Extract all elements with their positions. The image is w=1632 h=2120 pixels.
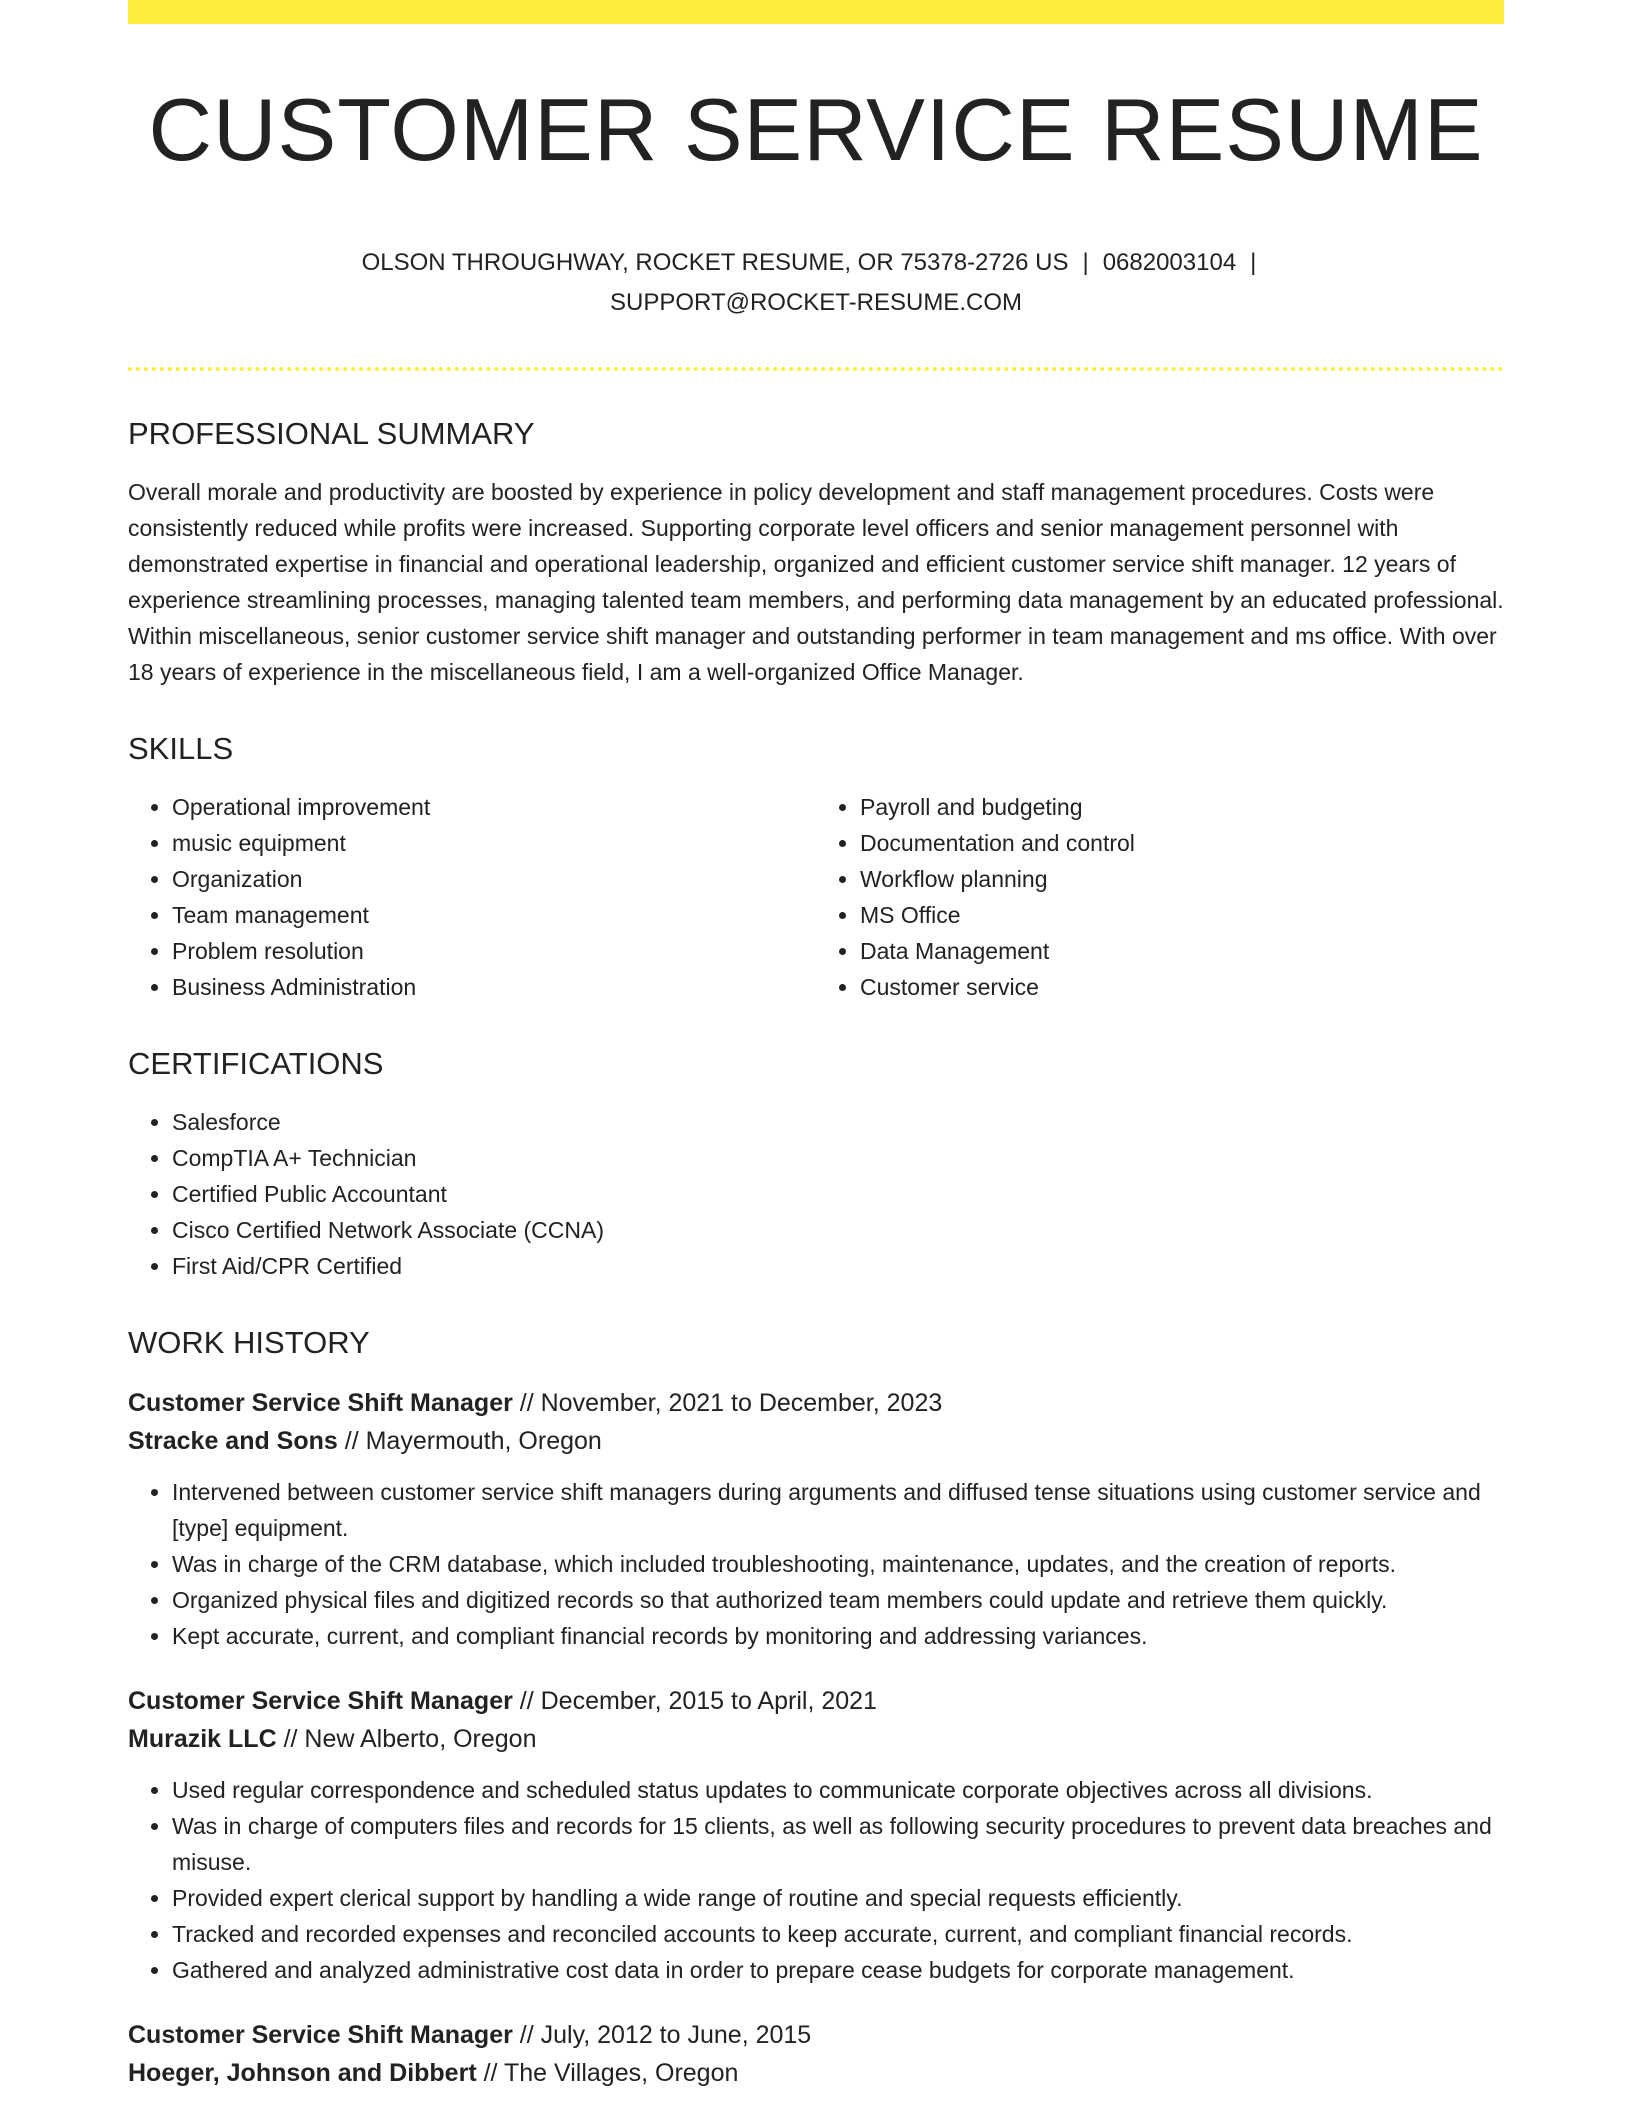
job-title-line	[128, 1384, 1504, 1422]
certification-item: • First Aid/CPR Certified	[172, 1248, 1504, 1284]
skill-item: • Customer service	[860, 969, 1504, 1005]
job-bullet: • Was in charge of computers files and records for 15 clients, as well as following security procedures to prevent data breaches and misuse.	[172, 1808, 1504, 1880]
job-entry	[128, 2016, 1504, 2092]
job-entry	[128, 1682, 1504, 1988]
skill-item: • MS Office	[860, 897, 1504, 933]
skill-item: • Payroll and budgeting	[860, 789, 1504, 825]
skill-item: • Data Management	[860, 933, 1504, 969]
skill-item: • Workflow planning	[860, 861, 1504, 897]
job-title: Customer Service Shift Manager	[128, 1388, 513, 1417]
job-title: Customer Service Shift Manager	[128, 1686, 513, 1715]
job-company-line	[128, 1720, 1504, 1758]
contact-separator: |	[1082, 248, 1089, 276]
work-history-heading: WORK HISTORY	[128, 1325, 370, 1361]
certification-item: • CompTIA A+ Technician	[172, 1140, 1504, 1176]
skills-left-column	[128, 789, 816, 1005]
skills-list	[128, 789, 1504, 1005]
summary-text: Overall morale and productivity are boosted by experience in policy development and staff management procedures. Costs were consistently reduced while profits were increased. Supporting corporate level officers and senior management personnel with demonstrated expertise in financial and operational leadership, organized and efficient customer service shift manager. 12 years of experience streamlining processes, managing talented team members, and performing data management by an educated professional. Within miscellaneous, senior customer service shift manager and outstanding performer in team management and ms office. With over 18 years of experience in the miscellaneous field, I am a well-organized Office Manager.	[128, 478, 1504, 685]
job-title: Customer Service Shift Manager	[128, 2020, 513, 2049]
certification-item: • Certified Public Accountant	[172, 1176, 1504, 1212]
skill-item: • Business Administration	[172, 969, 816, 1005]
skills-heading: SKILLS	[128, 730, 234, 766]
resume-page	[128, 0, 1504, 2120]
job-bullet: • Organized physical files and digitized records so that authorized team members could update and retrieve them quickly.	[172, 1582, 1504, 1618]
skill-item: • Documentation and control	[860, 825, 1504, 861]
skill-item: • Operational improvement	[172, 789, 816, 825]
job-bullets	[128, 1474, 1504, 1654]
job-company: Hoeger, Johnson and Dibbert	[128, 2058, 477, 2087]
job-company: Murazik LLC	[128, 1724, 277, 1753]
top-accent-bar	[128, 0, 1504, 24]
job-bullet: • Intervened between customer service shift managers during arguments and diffused tense situations using customer service and [type] equipment.	[172, 1474, 1504, 1546]
certifications-list	[128, 1104, 1504, 1284]
job-title-line	[128, 1682, 1504, 1720]
job-location: // The Villages, Oregon	[476, 2058, 739, 2087]
resume-title: CUSTOMER SERVICE RESUME	[148, 80, 1484, 179]
job-dates: // July, 2012 to June, 2015	[512, 2020, 812, 2049]
contact-info	[336, 243, 1296, 323]
job-company-line	[128, 1422, 1504, 1460]
certification-item: • Salesforce	[172, 1104, 1504, 1140]
summary-heading: PROFESSIONAL SUMMARY	[128, 415, 535, 451]
contact-separator: |	[1250, 248, 1257, 276]
job-bullet: • Was in charge of the CRM database, which included troubleshooting, maintenance, updates, and the creation of reports.	[172, 1546, 1504, 1582]
job-bullet: • Kept accurate, current, and compliant financial records by monitoring and addressing variances.	[172, 1618, 1504, 1654]
skill-item: • music equipment	[172, 825, 816, 861]
job-dates: // December, 2015 to April, 2021	[512, 1686, 877, 1715]
job-bullet: • Gathered and analyzed administrative cost data in order to prepare cease budgets for corporate management.	[172, 1952, 1504, 1988]
skills-right-column	[816, 789, 1504, 1005]
job-entry	[128, 1384, 1504, 1654]
job-title-line	[128, 2016, 1504, 2054]
job-company: Stracke and Sons	[128, 1426, 338, 1455]
certification-item: • Cisco Certified Network Associate (CCNA)	[172, 1212, 1504, 1248]
job-bullet: • Tracked and recorded expenses and reconciled accounts to keep accurate, current, and compliant financial records.	[172, 1916, 1504, 1952]
skill-item: • Team management	[172, 897, 816, 933]
job-bullet: • Provided expert clerical support by handling a wide range of routine and special requests efficiently.	[172, 1880, 1504, 1916]
job-location: // New Alberto, Oregon	[276, 1724, 537, 1753]
contact-address: OLSON THROUGHWAY, ROCKET RESUME, OR 75378-2726 US	[361, 248, 1069, 276]
skill-item: • Organization	[172, 861, 816, 897]
contact-email: SUPPORT@ROCKET-RESUME.COM	[610, 288, 1022, 316]
certifications-heading: CERTIFICATIONS	[128, 1046, 384, 1082]
job-dates: // November, 2021 to December, 2023	[512, 1388, 943, 1417]
job-company-line	[128, 2054, 1504, 2092]
skill-item: • Problem resolution	[172, 933, 816, 969]
job-location: // Mayermouth, Oregon	[337, 1426, 602, 1455]
job-bullet: • Used regular correspondence and scheduled status updates to communicate corporate objectives across all divisions.	[172, 1772, 1504, 1808]
dotted-divider	[128, 367, 1504, 371]
contact-phone: 0682003104	[1102, 248, 1237, 276]
job-bullets	[128, 1772, 1504, 1988]
